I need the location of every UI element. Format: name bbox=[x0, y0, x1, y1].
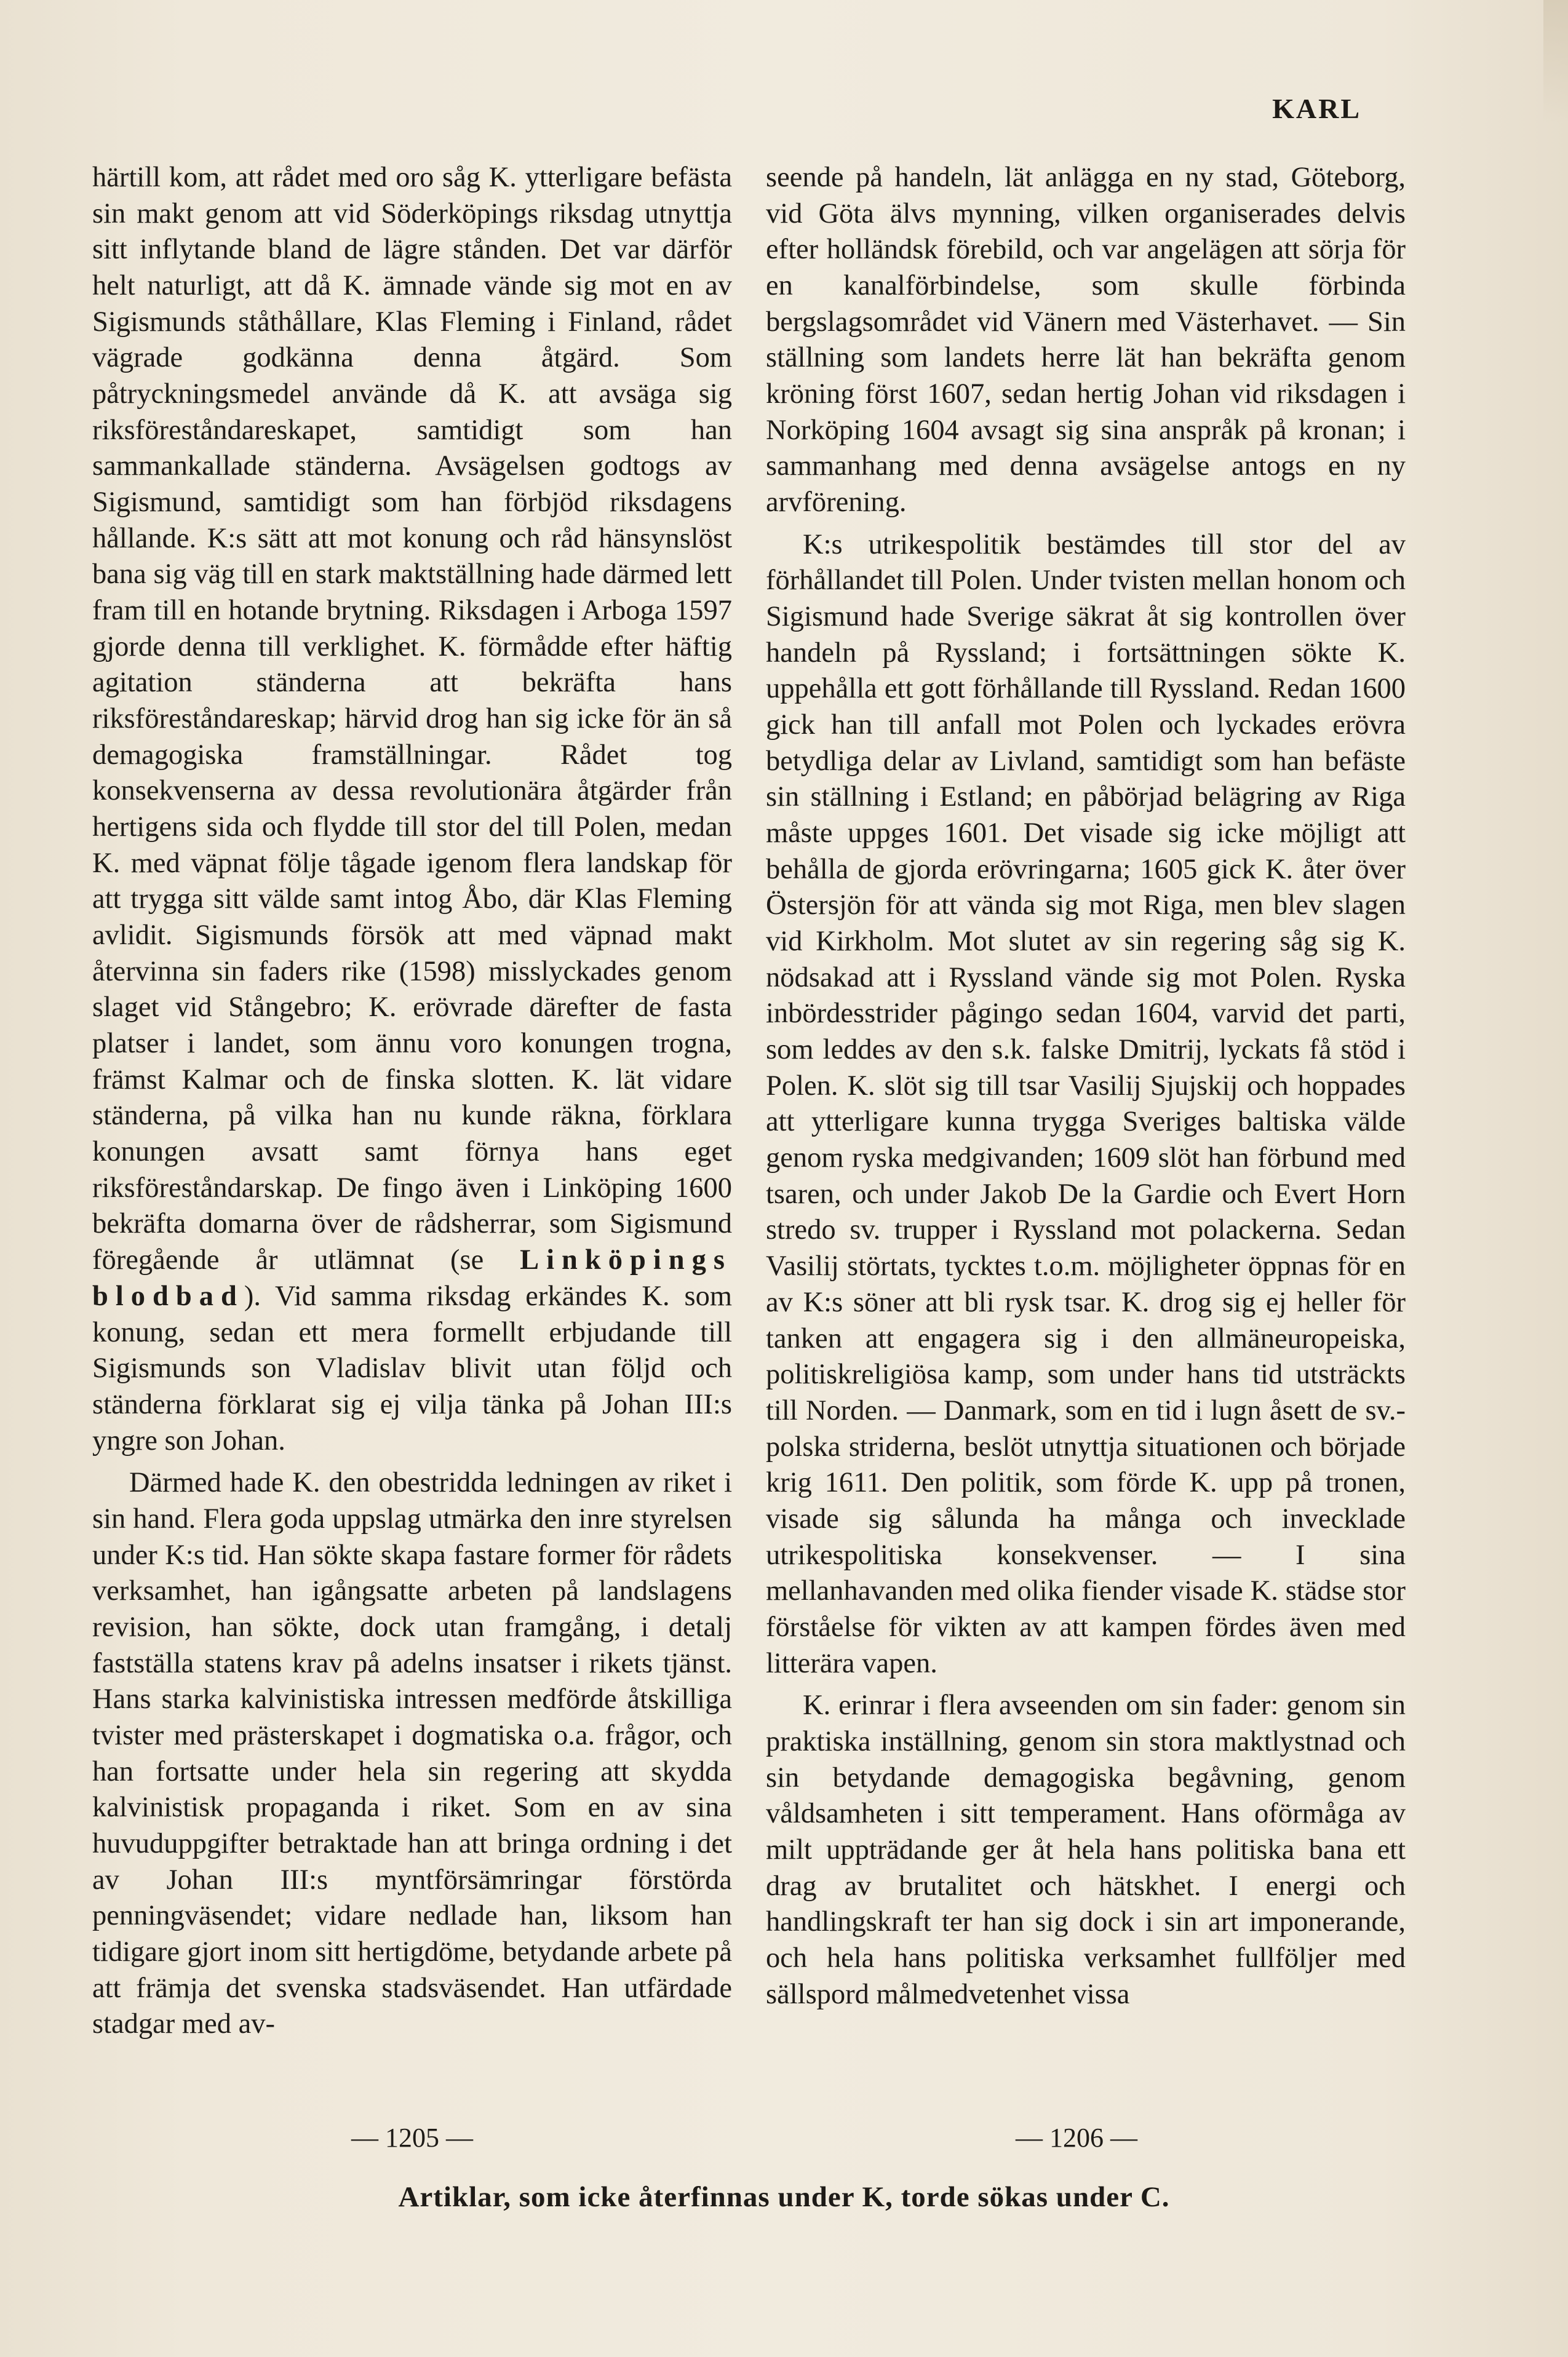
right-paragraph-1: seende på handeln, lät anlägga en ny stad, Göteborg, vid Göta älvs mynning, vilken organiserades delvis efter holländsk förebild, och var angelägen att sörja för en kanalförbindelse, som skulle förbinda bergslagsområdet vid Vänern med Västerhavet. — Sin ställning som landets herre lät han bekräfta genom kröning först 1607, sedan hertig Johan vid riksdagen i Norköping 1604 avsagt sig sina anspråk på kronan; i sammanhang med denna avsägelse antogs en ny arvförening. bbox=[766, 162, 1406, 519]
torn-edge bbox=[1543, 0, 1568, 123]
footer-note: Artiklar, som icke återfinnas under K, torde sökas under C. bbox=[398, 2181, 1170, 2213]
left-paragraph-1-end: ). Vid samma riksdag erkändes K. som konung, sedan ett mera formellt erbjudande till Sigismunds son Vladislav blivit utan följd och ständerna förklarat sig ej vilja tänka på Johan III:s yngre son Johan. bbox=[92, 1280, 732, 1457]
left-column bbox=[92, 160, 732, 2043]
right-paragraph-2: K:s utrikespolitik bestämdes till stor del av förhållandet till Polen. Under tvisten mellan honom och Sigismund hade Sverige säkrat åt sig kontrollen över handeln på Ryssland; i fortsättningen sökte K. uppehålla ett gott förhållande till Ryssland. Redan 1600 gick han till anfall mot Polen och lyckades erövra betydliga delar av Livland, samtidigt som han befäste sin ställning i Estland; en påbörjad belägring av Riga måste uppges 1601. Det visade sig icke möjligt att behålla de gjorda erövringarna; 1605 gick K. åter över Östersjön för att vända sig mot Riga, men blev slagen vid Kirkholm. Mot slutet av sin regering såg sig K. nödsakad att i Ryssland vände sig mot Polen. Ryska inbördesstrider pågingo sedan 1604, varvid det parti, som leddes av den s.k. falske Dmitrij, lyckats få stöd i Polen. K. slöt sig till tsar Vasilij Sjujskij och hoppades att ytterligare kunna trygga Sveriges baltiska välde genom ryska medgivanden; 1609 slöt han förbund med tsaren, och under Jakob De la Gardie och Evert Horn stredo sv. trupper i Ryssland mot polackerna. Sedan Vasilij störtats, tycktes t.o.m. möjligheter öppnas för en av K:s söner att bli rysk tsar. K. drog sig ej heller för tanken att engagera sig i den allmäneuropeiska, politiskreligiösa kamp, som under hans tid utsträckts till Norden. — Danmark, som en tid i lugn åsett de sv.-polska striderna, beslöt utnyttja situationen och började krig 1611. Den politik, som förde K. upp på tronen, visade sig sålunda ha många och invecklade utrikespolitiska konsekvenser. — I sina mellanhavanden med olika fiender visade K. städse stor förståelse för vikten av att kampen fördes även med litterära vapen. bbox=[766, 528, 1406, 1679]
right-paragraph-3: K. erinrar i flera avseenden om sin fader: genom sin praktiska inställning, genom sin stora maktlystnad och sin betydande demagogiska begåvning, genom våldsamheten i sitt temperament. Hans oförmåga av milt uppträdande ger åt hela hans politiska bana ett drag av brutalitet och hätskhet. I energi och handlingskraft ter han sig dock i sin art imponerande, och hela hans politiska verksamhet fullföljer med sällspord målmedvetenhet vissa bbox=[766, 1690, 1406, 2010]
right-column bbox=[766, 160, 1406, 2013]
cross-reference: Linköpings blodbad bbox=[92, 1244, 733, 1312]
page-number-left: — 1205 — bbox=[351, 2123, 473, 2153]
left-paragraph-2: Därmed hade K. den obestridda ledningen av riket i sin hand. Flera goda uppslag utmärka den inre styrelsen under K:s tid. Han sökte skapa fastare former för rådets verksamhet, han igångsatte arbeten på landslagens revision, han sökte, dock utan framgång, i detalj fastställa statens krav på adelns insatser i rikets tjänst. Hans starka kalvinistiska intressen medförde åtskilliga tvister med prästerskapet i dogmatiska o.a. frågor, och han fortsatte under hela sin regering att skydda kalvinistisk propaganda i riket. Som en av sina huvuduppgifter betraktade han att bringa ordning i det av Johan III:s myntförsämringar förstörda penningväsendet; vidare nedlade han, liksom han tidigare gjort inom sitt hertigdöme, betydande arbete på att främja det svenska stadsväsendet. Han utfärdade stadgar med av- bbox=[92, 1467, 732, 2040]
page-number-right: — 1206 — bbox=[1016, 2123, 1137, 2153]
left-paragraph-1 bbox=[92, 160, 732, 1459]
left-paragraph-1-text: härtill kom, att rådet med oro såg K. ytterligare befästa sin makt genom att vid Söderköpings riksdag utnyttja sitt inflytande bland de lägre stånden. Det var därför helt naturligt, att då K. ämnade vände sig mot en av Sigismunds ståthållare, Klas Fleming i Finland, rådet vägrade godkänna denna åtgärd. Som påtryckningsmedel använde då K. att avsäga sig riksföreståndareskapet, samtidigt som han sammankallade ständerna. Avsägelsen godtogs av Sigismund, samtidigt som han förbjöd riksdagens hållande. K:s sätt att mot konung och råd hänsynslöst bana sig väg till en stark maktställning hade därmed lett fram till en hotande brytning. Riksdagen i Arboga 1597 gjorde denna till verklighet. K. förmådde efter häftig agitation ständerna att bekräfta hans riksföreståndareskap; härvid drog han sig icke för än så demagogiska framställningar. Rådet tog konsekvenserna av dessa revolutionära åtgärder från hertigens sida och flydde till stor del till Polen, medan K. med väpnat följe tågade igenom flera landskap för att trygga sitt välde samt intog Åbo, där Klas Fleming avlidit. Sigismunds försök att med väpnad makt återvinna sin faders rike (1598) misslyckades genom slaget vid Stångebro; K. erövrade därefter de fasta platser i landet, som ännu voro konungen trogna, främst Kalmar och de finska slotten. K. lät vidare ständerna, på vilka han nu kunde räkna, förklara konungen avsatt samt förnya hans eget riksföreståndarskap. De fingo även i Linköping 1600 bekräfta domarna över de rådsherrar, som Sigismund föregående år utlämnat (se bbox=[92, 162, 732, 1276]
running-head: KARL bbox=[1272, 93, 1361, 124]
